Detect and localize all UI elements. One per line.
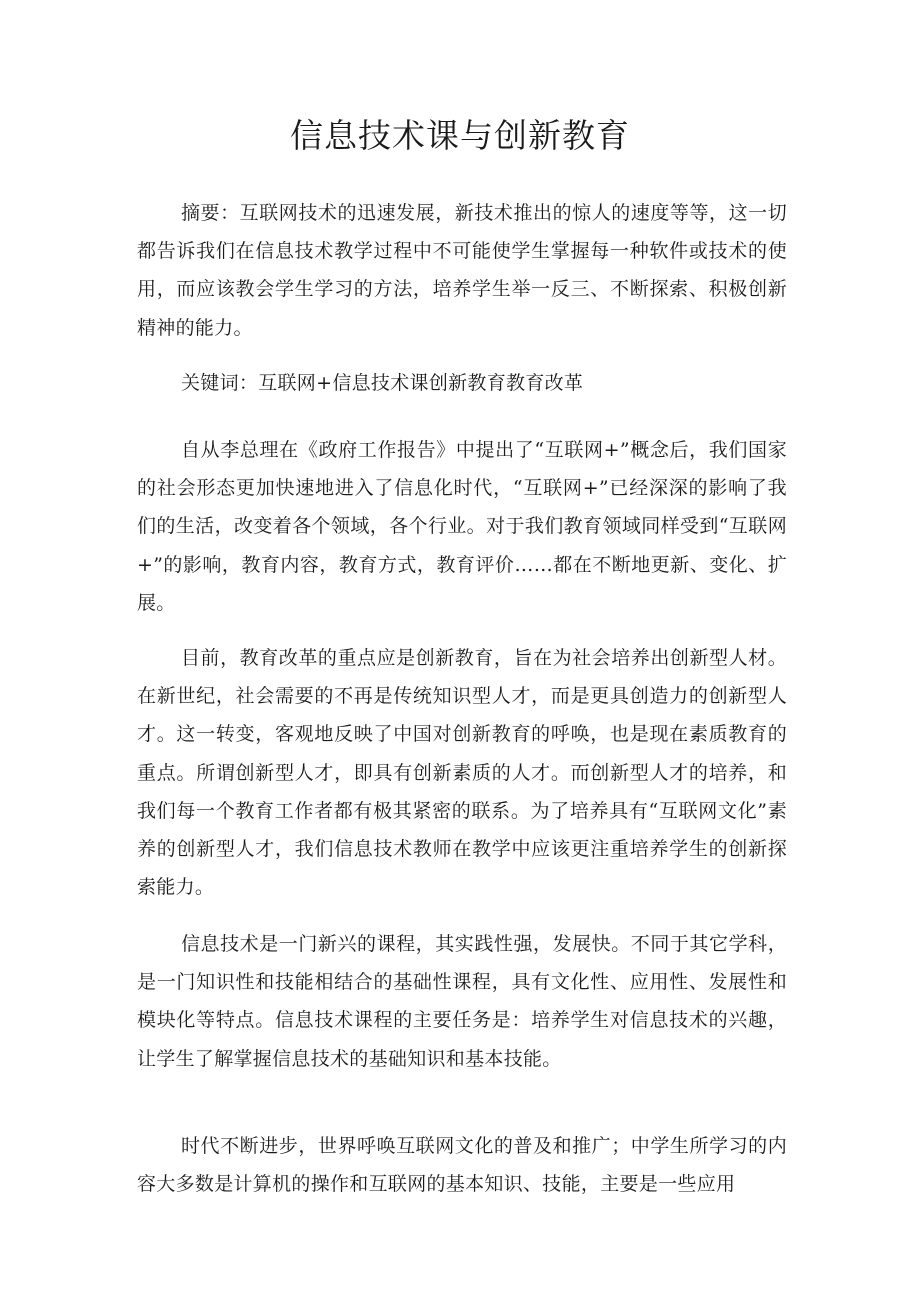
abstract-paragraph: 摘要：互联网技术的迅速发展，新技术推出的惊人的速度等等，这一切都告诉我们在信息技术教学过程中不可能使学生掌握每一种软件或技术的使用，而应该教会学生学习的方法，培养学生举一反三、不断探索、积极创新精神的能力。 [137,202,787,339]
body-paragraph-innovation-education: 目前，教育改革的重点应是创新教育，旨在为社会培养出创新型人材。在新世纪，社会需要的不再是传统知识型人才，而是更具创造力的创新型人才。这一转变，客观地反映了中国对创新教育的呼唤，也是现在素质教育的重点。所谓创新型人才，即具有创新素质的人才。而创新型人才的培养，和我们每一个教育工作者都有极其紧密的联系。为了培养具有“互联网文化”素养的创新型人才，我们信息技术教师在教学中应该更注重培养学生的创新探索能力。 [137,647,787,899]
body-paragraph-internet-plus: 自从李总理在《政府工作报告》中提出了“互联网+”概念后，我们国家的社会形态更加快速地进入了信息化时代，“互联网+”已经深深的影响了我们的生活，改变着各个领域，各个行业。对于我们教育领域同样受到“互联网+”的影响，教育内容，教育方式，教育评价……都在不断地更新、变化、扩展。 [137,439,787,614]
body-paragraph-times: 时代不断进步，世界呼唤互联网文化的普及和推广；中学生所学习的内容大多数是计算机的操作和互联网的基本知识、技能，主要是一些应用 [137,1135,787,1196]
body-paragraph-it-course: 信息技术是一门新兴的课程，其实践性强，发展快。不同于其它学科，是一门知识性和技能相结合的基础性课程，具有文化性、应用性、发展性和模块化等特点。信息技术课程的主要任务是：培养学生对信息技术的兴趣，让学生了解掌握信息技术的基础知识和基本技能。 [137,933,787,1070]
keywords-line: 关键词：互联网+信息技术课创新教育教育改革 [181,372,584,394]
document-title: 信息技术课与创新教育 [290,116,630,155]
